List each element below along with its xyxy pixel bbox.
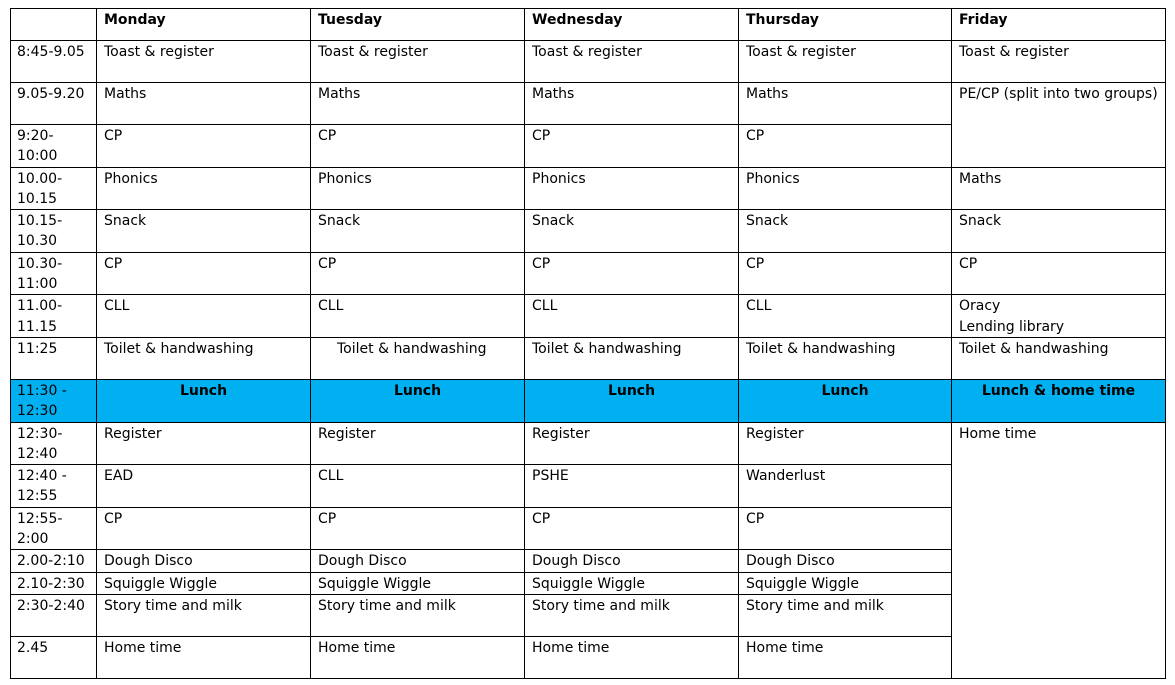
time-cell: 2.45: [11, 636, 97, 678]
monday-cell: Home time: [97, 636, 311, 678]
tuesday-cell: Squiggle Wiggle: [311, 572, 525, 594]
monday-cell: Maths: [97, 83, 311, 125]
table-row: [11, 167, 1166, 210]
time-cell: 2:30-2:40: [11, 594, 97, 636]
thursday-cell: Lunch: [739, 379, 952, 422]
tuesday-cell: CP: [311, 507, 525, 550]
wednesday-cell: Snack: [525, 210, 739, 253]
thursday-cell: Register: [739, 422, 952, 465]
monday-cell: Register: [97, 422, 311, 465]
time-cell: 10.30-11:00: [11, 252, 97, 295]
thursday-cell: Wanderlust: [739, 465, 952, 508]
monday-cell: Toast & register: [97, 41, 311, 83]
friday-cell: [952, 295, 1166, 338]
monday-cell: CP: [97, 125, 311, 168]
time-cell: 11:30 - 12:30: [11, 379, 97, 422]
table-row: [11, 83, 1166, 125]
tuesday-cell: Phonics: [311, 167, 525, 210]
tuesday-cell: CLL: [311, 465, 525, 508]
friday-cell: Home time: [952, 422, 1166, 678]
wednesday-cell: Maths: [525, 83, 739, 125]
wednesday-cell: PSHE: [525, 465, 739, 508]
friday-cell: PE/CP (split into two groups): [952, 83, 1166, 168]
monday-cell: Phonics: [97, 167, 311, 210]
wednesday-cell: Squiggle Wiggle: [525, 572, 739, 594]
tuesday-cell: Home time: [311, 636, 525, 678]
table-row: [11, 422, 1166, 465]
header-monday: Monday: [97, 9, 311, 41]
wednesday-cell: Dough Disco: [525, 550, 739, 572]
monday-cell: CLL: [97, 295, 311, 338]
monday-cell: Squiggle Wiggle: [97, 572, 311, 594]
friday-cell: CP: [952, 252, 1166, 295]
friday-cell: Snack: [952, 210, 1166, 253]
tuesday-cell: Toast & register: [311, 41, 525, 83]
monday-cell: Dough Disco: [97, 550, 311, 572]
monday-cell: CP: [97, 252, 311, 295]
header-time: [11, 9, 97, 41]
thursday-cell: CP: [739, 507, 952, 550]
thursday-cell: Toilet & handwashing: [739, 337, 952, 379]
thursday-cell: Snack: [739, 210, 952, 253]
friday-oracy-text: Oracy: [959, 298, 1001, 315]
time-cell: 2.00-2:10: [11, 550, 97, 572]
tuesday-cell: Story time and milk: [311, 594, 525, 636]
wednesday-cell: Home time: [525, 636, 739, 678]
friday-cell: Lunch & home time: [952, 379, 1166, 422]
thursday-cell: Story time and milk: [739, 594, 952, 636]
wednesday-cell: Toast & register: [525, 41, 739, 83]
time-cell: 8:45-9.05: [11, 41, 97, 83]
header-row: [11, 9, 1166, 41]
tuesday-cell: CP: [311, 125, 525, 168]
friday-library-text: Lending library: [959, 318, 1065, 335]
thursday-cell: Toast & register: [739, 41, 952, 83]
table-row: [11, 41, 1166, 83]
time-cell: 11:25: [11, 337, 97, 379]
thursday-cell: Squiggle Wiggle: [739, 572, 952, 594]
header-wednesday: Wednesday: [525, 9, 739, 41]
wednesday-cell: CLL: [525, 295, 739, 338]
header-friday: Friday: [952, 9, 1166, 41]
lunch-row: [11, 379, 1166, 422]
thursday-cell: Phonics: [739, 167, 952, 210]
thursday-cell: Dough Disco: [739, 550, 952, 572]
wednesday-cell: CP: [525, 125, 739, 168]
time-cell: 9.05-9.20: [11, 83, 97, 125]
time-cell: 12:30-12:40: [11, 422, 97, 465]
thursday-cell: CP: [739, 125, 952, 168]
tuesday-cell: Lunch: [311, 379, 525, 422]
wednesday-cell: CP: [525, 252, 739, 295]
friday-cell: Toilet & handwashing: [952, 337, 1166, 379]
timetable: [10, 8, 1166, 679]
wednesday-cell: CP: [525, 507, 739, 550]
wednesday-cell: Toilet & handwashing: [525, 337, 739, 379]
tuesday-cell: Toilet & handwashing: [311, 337, 525, 379]
wednesday-cell: Phonics: [525, 167, 739, 210]
friday-cell: Toast & register: [952, 41, 1166, 83]
friday-cell: Maths: [952, 167, 1166, 210]
tuesday-cell: Maths: [311, 83, 525, 125]
thursday-cell: Maths: [739, 83, 952, 125]
table-row: [11, 210, 1166, 253]
time-cell: 10.00-10.15: [11, 167, 97, 210]
monday-cell: EAD: [97, 465, 311, 508]
table-row: [11, 337, 1166, 379]
tuesday-cell: Register: [311, 422, 525, 465]
monday-cell: Toilet & handwashing: [97, 337, 311, 379]
header-tuesday: Tuesday: [311, 9, 525, 41]
thursday-cell: CLL: [739, 295, 952, 338]
thursday-cell: Home time: [739, 636, 952, 678]
tuesday-cell: CP: [311, 252, 525, 295]
time-cell: 11.00-11.15: [11, 295, 97, 338]
monday-cell: Story time and milk: [97, 594, 311, 636]
wednesday-cell: Lunch: [525, 379, 739, 422]
wednesday-cell: Register: [525, 422, 739, 465]
monday-cell: Lunch: [97, 379, 311, 422]
table-row: [11, 295, 1166, 338]
tuesday-cell: Snack: [311, 210, 525, 253]
wednesday-cell: Story time and milk: [525, 594, 739, 636]
tuesday-cell: Dough Disco: [311, 550, 525, 572]
monday-cell: CP: [97, 507, 311, 550]
monday-cell: Snack: [97, 210, 311, 253]
time-cell: 9:20-10:00: [11, 125, 97, 168]
thursday-cell: CP: [739, 252, 952, 295]
time-cell: 2.10-2:30: [11, 572, 97, 594]
tuesday-cell: CLL: [311, 295, 525, 338]
time-cell: 12:55-2:00: [11, 507, 97, 550]
table-row: [11, 252, 1166, 295]
time-cell: 10.15-10.30: [11, 210, 97, 253]
time-cell: 12:40 - 12:55: [11, 465, 97, 508]
header-thursday: Thursday: [739, 9, 952, 41]
